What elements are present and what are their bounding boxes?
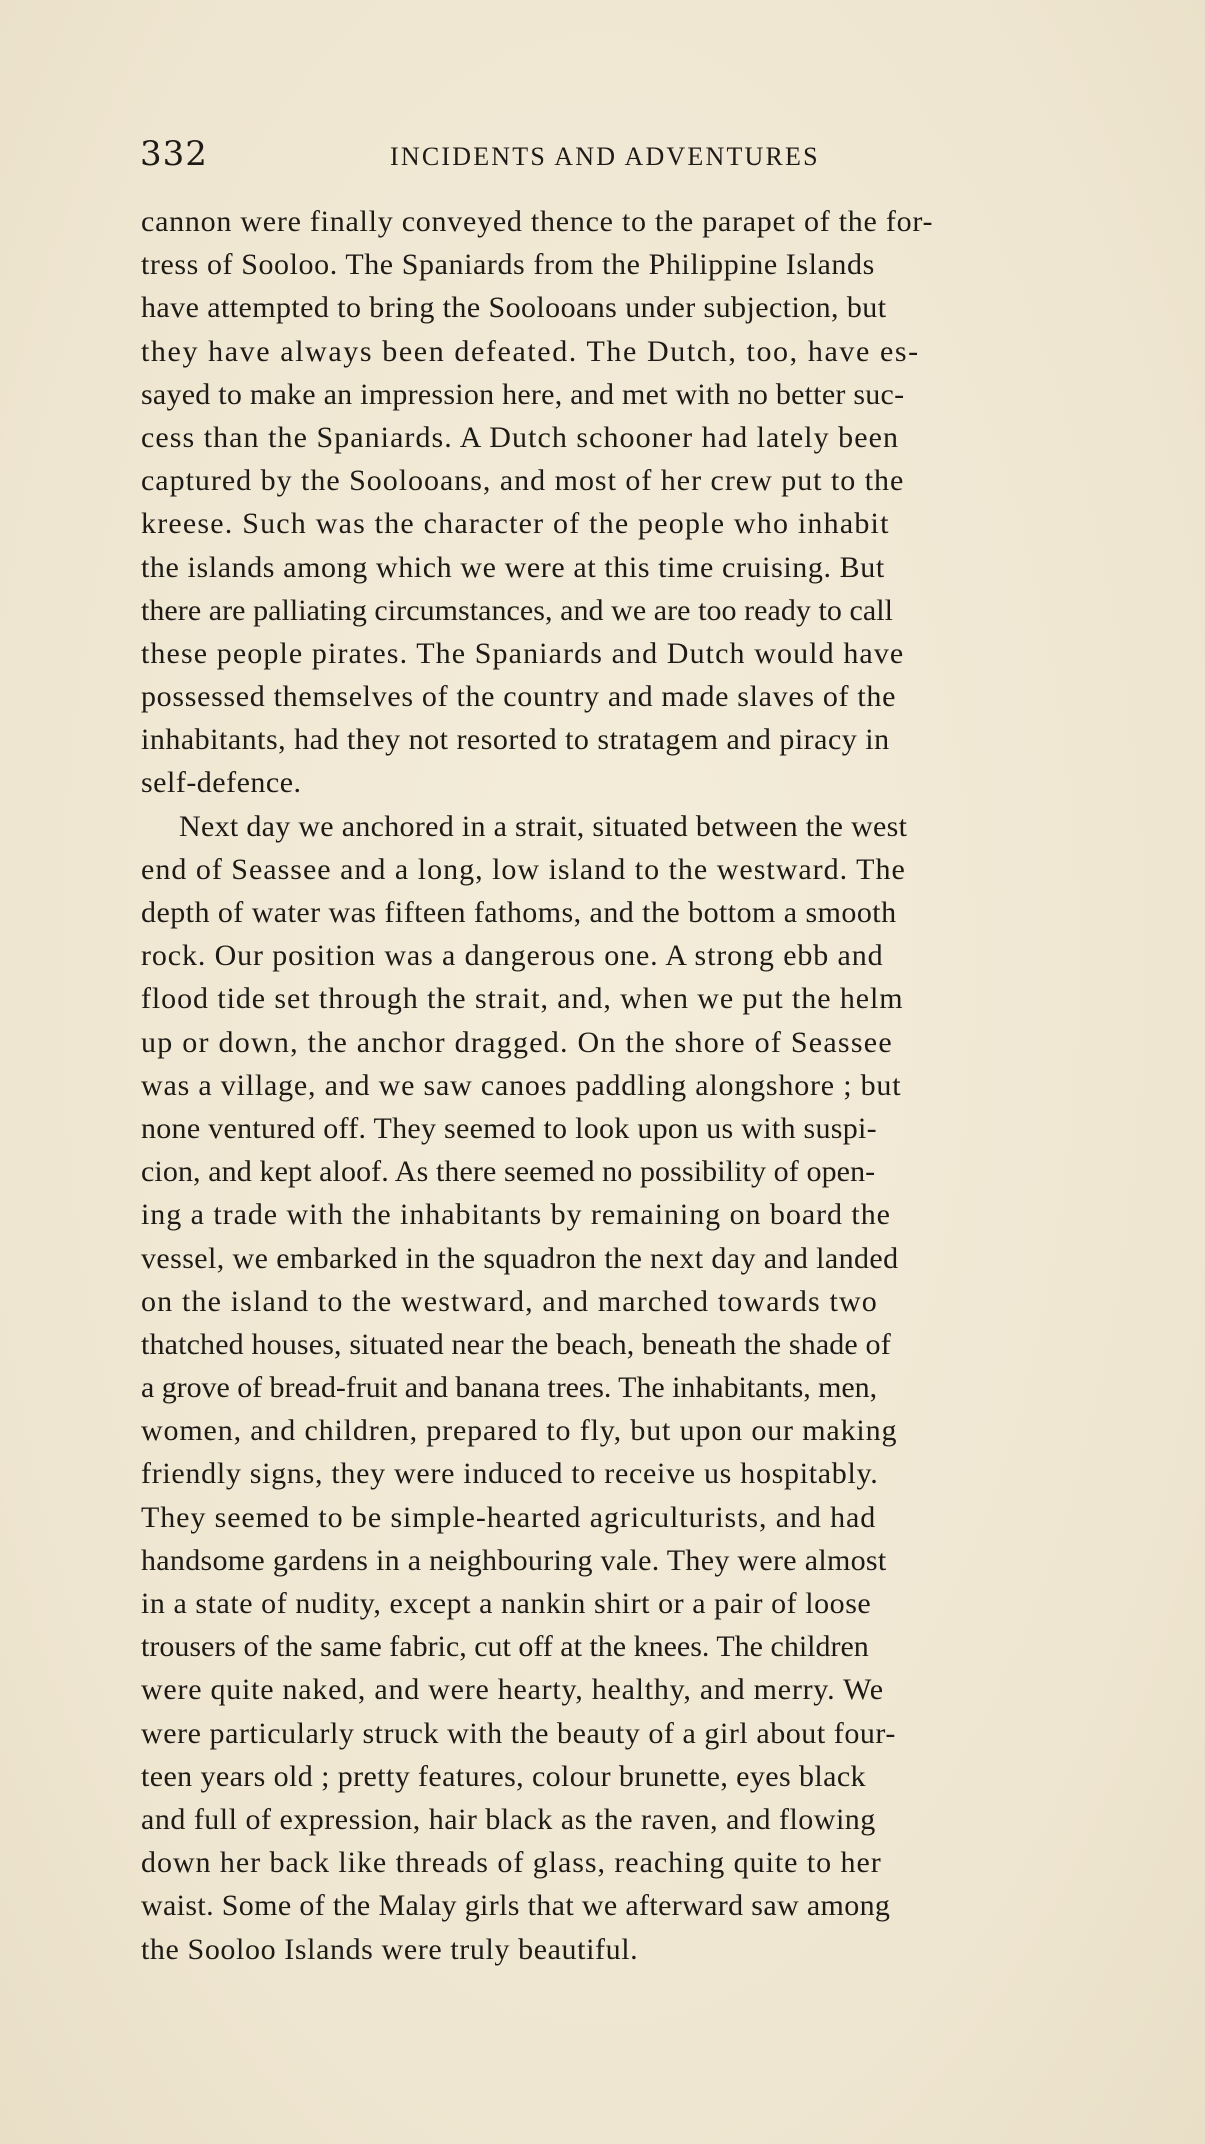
text-line: the Sooloo Islands were truly beautiful. bbox=[141, 1932, 639, 1966]
text-line: in a state of nudity, except a nankin shirt or a pair of loose bbox=[141, 1587, 872, 1620]
text-line: these people pirates. The Spaniards and Dutch would have bbox=[141, 636, 905, 670]
text-line: trousers of the same fabric, cut off at the knees. The children bbox=[141, 1630, 869, 1664]
text-line: have attempted to bring the Soolooans under subjection, but bbox=[141, 291, 887, 325]
text-line: depth of water was fifteen fathoms, and the bottom a smooth bbox=[141, 896, 897, 929]
text-line: end of Seassee and a long, low island to the westward. The bbox=[141, 852, 906, 886]
text-line: were particularly struck with the beauty of a girl about four- bbox=[141, 1716, 896, 1750]
text-line: cess than the Spaniards. A Dutch schooner had lately been bbox=[141, 420, 899, 454]
text-line: was a village, and we saw canoes paddling alongshore ; but bbox=[141, 1068, 902, 1102]
text-line: Next day we anchored in a strait, situated between the west bbox=[179, 809, 908, 843]
text-line: on the island to the westward, and marched towards two bbox=[141, 1284, 878, 1318]
text-line: down her back like threads of glass, reaching quite to her bbox=[141, 1846, 882, 1880]
running-head: INCIDENTS AND ADVENTURES bbox=[390, 142, 820, 171]
text-line: and full of expression, hair black as the raven, and flowing bbox=[141, 1802, 876, 1836]
text-line: possessed themselves of the country and made slaves of the bbox=[141, 680, 897, 714]
text-line: flood tide set through the strait, and, when we put the helm bbox=[141, 982, 904, 1016]
text-line: friendly signs, they were induced to receive us hospitably. bbox=[141, 1457, 879, 1491]
text-line: captured by the Soolooans, and most of her crew put to the bbox=[141, 464, 905, 498]
page-header bbox=[140, 134, 1070, 174]
text-line: self-defence. bbox=[141, 766, 302, 800]
text-line: teen years old ; pretty features, colour brunette, eyes black bbox=[141, 1759, 866, 1793]
text-line: cannon were finally conveyed thence to the parapet of the for- bbox=[141, 205, 934, 238]
text-line: ing a trade with the inhabitants by remaining on board the bbox=[141, 1198, 891, 1232]
text-line: the islands among which we were at this time cruising. But bbox=[141, 550, 885, 584]
text-line: vessel, we embarked in the squadron the next day and landed bbox=[141, 1241, 899, 1275]
text-line: rock. Our position was a dangerous one. A strong ebb and bbox=[141, 939, 884, 973]
text-line: were quite naked, and were hearty, healthy, and merry. We bbox=[141, 1673, 884, 1707]
text-line: tress of Sooloo. The Spaniards from the Philippine Islands bbox=[141, 248, 875, 282]
page-number: 332 bbox=[140, 134, 208, 174]
text-line: thatched houses, situated near the beach, beneath the shade of bbox=[141, 1327, 891, 1361]
body-text bbox=[141, 200, 1125, 1971]
text-line: sayed to make an impression here, and met with no better suc- bbox=[141, 377, 905, 411]
text-line: none ventured off. They seemed to look upon us with suspi- bbox=[141, 1111, 877, 1145]
text-line: handsome gardens in a neighbouring vale. They were almost bbox=[141, 1543, 887, 1577]
text-line: up or down, the anchor dragged. On the shore of Seassee bbox=[141, 1025, 893, 1059]
text-line: a grove of bread-fruit and banana trees. The inhabitants, men, bbox=[141, 1371, 878, 1405]
text-line: cion, and kept aloof. As there seemed no possibility of open- bbox=[141, 1155, 876, 1189]
text-line: there are palliating circumstances, and we are too ready to call bbox=[141, 593, 894, 627]
text-line: inhabitants, had they not resorted to stratagem and piracy in bbox=[141, 723, 890, 757]
text-line: They seemed to be simple-hearted agriculturists, and had bbox=[141, 1500, 877, 1534]
text-line: kreese. Such was the character of the people who inhabit bbox=[141, 507, 890, 541]
text-line: they have always been defeated. The Dutch, too, have es- bbox=[141, 334, 920, 368]
text-line: women, and children, prepared to fly, but upon our making bbox=[141, 1414, 898, 1448]
text-line: waist. Some of the Malay girls that we afterward saw among bbox=[141, 1889, 891, 1923]
